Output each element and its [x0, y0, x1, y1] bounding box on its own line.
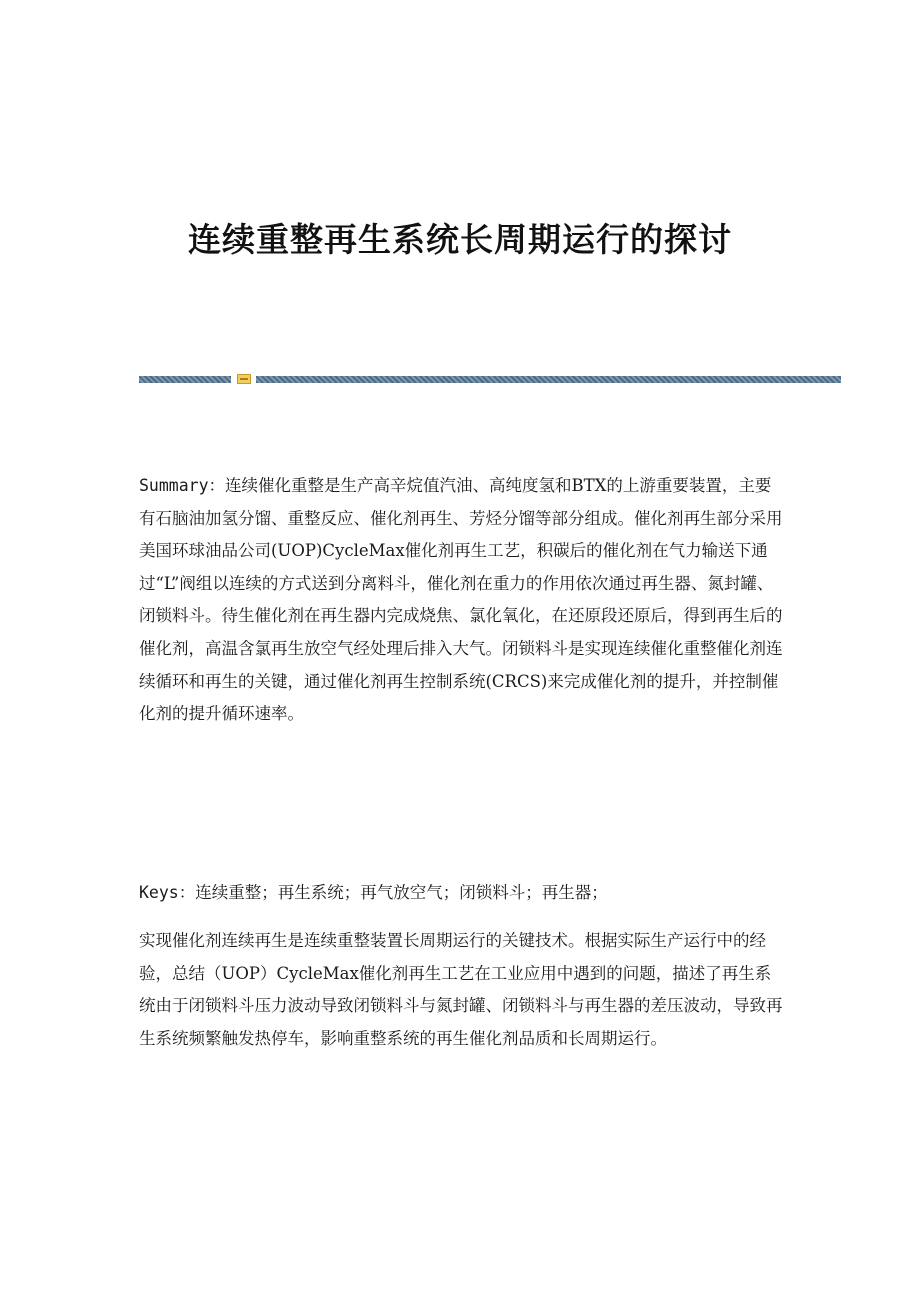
keys-text: 连续重整；再生系统；再气放空气；闭锁料斗；再生器； [195, 883, 608, 902]
divider-bar-right [256, 376, 841, 383]
summary-paragraph [139, 470, 784, 877]
summary-label: Summary [139, 476, 209, 495]
keys-paragraph [139, 877, 784, 925]
divider-ornament-icon [237, 374, 251, 384]
summary-text: 连续催化重整是生产高辛烷值汽油、高纯度氢和BTX的上游重要装置，主要有石脑油加氢分馏、重整反应、催化剂再生、芳烃分馏等部分组成。催化剂再生部分采用美国环球油品公司(UOP)CycleMax催化剂再生工艺，积碳后的催化剂在气力输送下通过“L”阀组以连续的方式送到分离料斗，催化剂在重力的作用依次通过再生器、氮封罐、闭锁料斗。待生催化剂在再生器内完成烧焦、氯化氧化，在还原段还原后，得到再生后的催化剂，高温含氯再生放空气经处理后排入大气。闭锁料斗是实现连续催化重整催化剂连续循环和再生的关键，通过催化剂再生控制系统(CRCS)来完成催化剂的提升，并控制催化剂的提升循环速率。 [139, 476, 783, 724]
keys-label: Keys [139, 883, 179, 902]
body-paragraph: 实现催化剂连续再生是连续重整装置长周期运行的关键技术。根据实际生产运行中的经验，总结（UOP）CycleMax催化剂再生工艺在工业应用中遇到的问题，描述了再生系统由于闭锁料斗压力波动导致闭锁料斗与氮封罐、闭锁料斗与再生器的差压波动，导致再生系统频繁触发热停车，影响重整系统的再生催化剂品质和长周期运行。 [139, 931, 783, 1048]
summary-separator: ： [208, 476, 226, 495]
title-divider [139, 374, 841, 384]
document-content [139, 470, 784, 1055]
keys-separator: ： [178, 883, 196, 902]
divider-bar-left [139, 376, 231, 383]
document-title: 连续重整再生系统长周期运行的探讨 [188, 220, 732, 259]
